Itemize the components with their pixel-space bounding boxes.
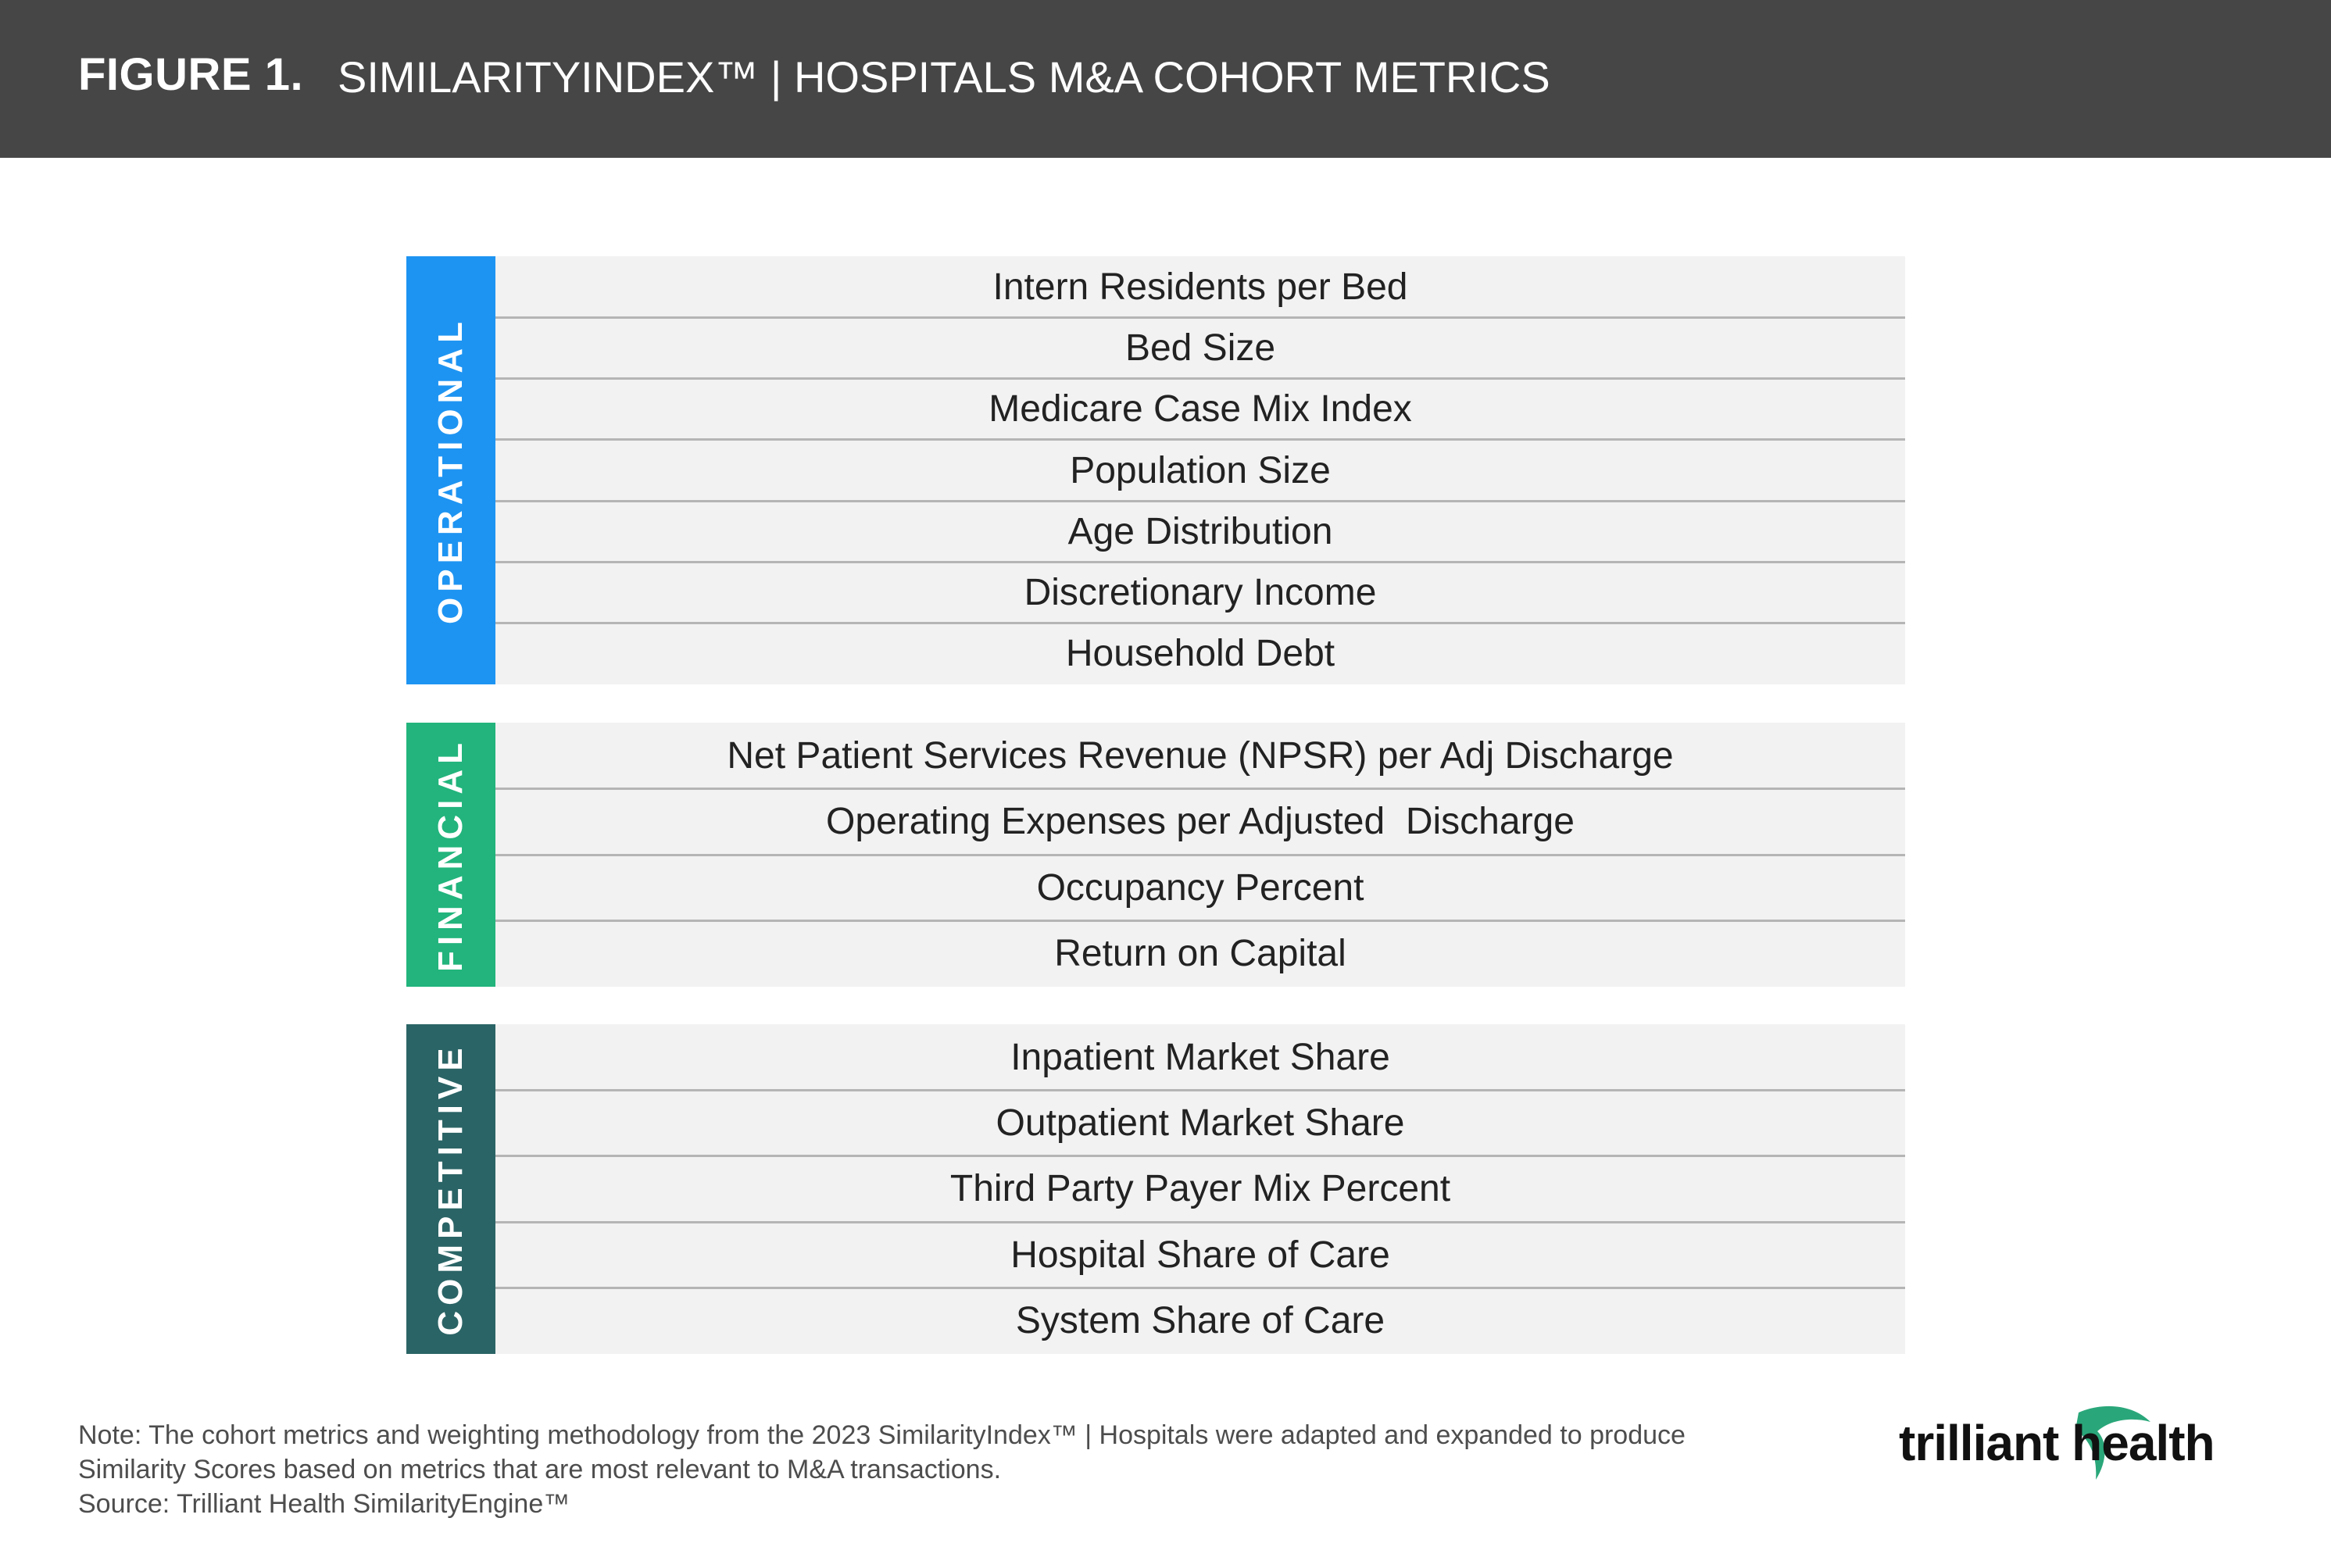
metric-row: Third Party Payer Mix Percent — [495, 1156, 1905, 1222]
footer-notes — [78, 1418, 1686, 1521]
figure-title: SIMILARITYINDEX™ | HOSPITALS M&A COHORT METRICS — [338, 52, 1550, 102]
metric-row: Age Distribution — [495, 501, 1905, 562]
group-label: OPERATIONAL — [431, 316, 470, 625]
row-divider — [495, 316, 1905, 319]
row-divider — [495, 500, 1905, 502]
metric-row: Operating Expenses per Adjusted Discharge — [495, 789, 1905, 855]
row-divider — [495, 1155, 1905, 1157]
metric-row: Bed Size — [495, 317, 1905, 378]
metric-row: Return on Capital — [495, 921, 1905, 988]
metric-row: Occupancy Percent — [495, 855, 1905, 921]
group-tab-financial — [406, 723, 495, 987]
metric-row: Net Patient Services Revenue (NPSR) per Adj Discharge — [495, 723, 1905, 789]
row-divider — [495, 561, 1905, 563]
group-competitive — [406, 1024, 1905, 1354]
source-line: Source: Trilliant Health SimilarityEngine™ — [78, 1489, 570, 1519]
row-divider — [495, 1089, 1905, 1091]
group-financial — [406, 723, 1905, 987]
metric-row: Inpatient Market Share — [495, 1024, 1905, 1090]
metric-row: System Share of Care — [495, 1288, 1905, 1354]
note-line-1: Note: The cohort metrics and weighting methodology from the 2023 SimilarityIndex™ | Hospitals were adapted and expanded to produce — [78, 1420, 1686, 1450]
group-label: COMPETITIVE — [431, 1042, 470, 1336]
metric-row: Discretionary Income — [495, 563, 1905, 623]
metric-row: Outpatient Market Share — [495, 1090, 1905, 1155]
row-divider — [495, 788, 1905, 790]
metric-row: Population Size — [495, 440, 1905, 501]
metric-row: Intern Residents per Bed — [495, 256, 1905, 317]
row-divider — [495, 377, 1905, 380]
group-operational — [406, 256, 1905, 684]
note-line-2: Similarity Scores based on metrics that are most relevant to M&A transactions. — [78, 1455, 1002, 1484]
row-divider — [495, 854, 1905, 856]
group-label: FINANCIAL — [431, 737, 470, 973]
row-divider — [495, 1287, 1905, 1289]
row-divider — [495, 1221, 1905, 1223]
group-tab-operational — [406, 256, 495, 684]
row-divider — [495, 438, 1905, 441]
metric-row: Household Debt — [495, 623, 1905, 684]
trilliant-health-logo — [1899, 1398, 2274, 1484]
row-divider — [495, 920, 1905, 922]
logo-text: trilliant health — [1899, 1415, 2215, 1471]
metric-row: Hospital Share of Care — [495, 1222, 1905, 1288]
group-tab-competitive — [406, 1024, 495, 1354]
row-divider — [495, 622, 1905, 624]
metric-row: Medicare Case Mix Index — [495, 379, 1905, 440]
figure-header — [0, 0, 2331, 158]
figure-label: FIGURE 1. — [78, 49, 304, 100]
